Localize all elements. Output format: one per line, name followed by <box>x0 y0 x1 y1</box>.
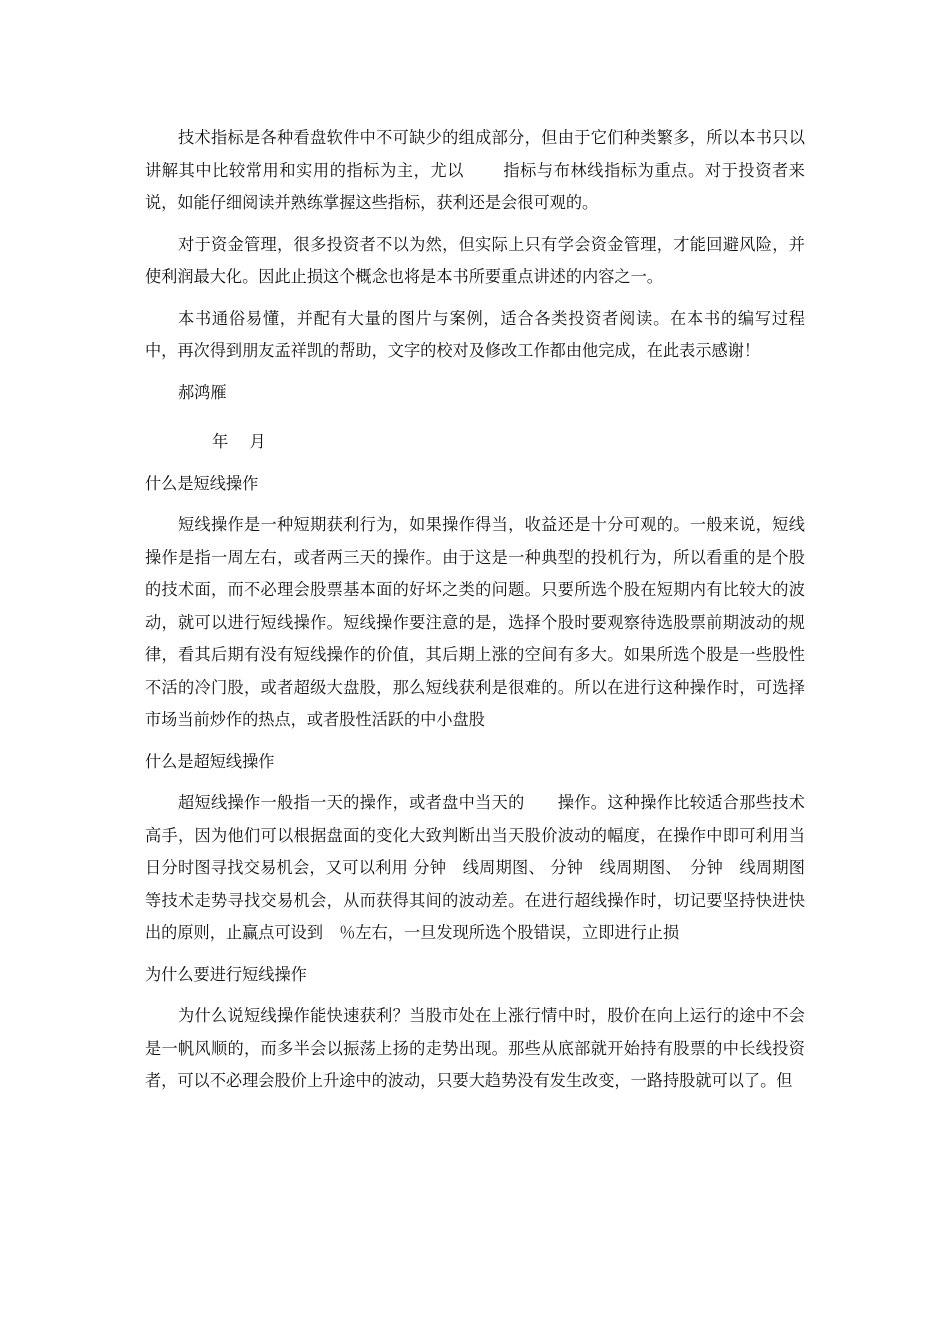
preface-paragraph-3-text: 本书通俗易懂，并配有大量的图片与案例，适合各类投资者阅读。在本书的编写过程中，再次得到朋友孟祥凯的帮助，文字的校对及修改工作都由他完成，在此表示感谢！ <box>145 308 805 360</box>
section-heading-short-term: 什么是短线操作 <box>145 473 259 493</box>
section-body-ultra-short-term <box>145 787 805 950</box>
preface-paragraph-3 <box>145 303 805 368</box>
section-body-short-term-text: 短线操作是一种短期获利行为，如果操作得当，收益还是十分可观的。一般来说，短线操作是指一周左右，或者两三天的操作。由于这是一种典型的投机行为，所以看重的是个股的技术面，而不必理会股票基本面的好坏之类的问题。只要所选个股在短期内有比较大的波动，就可以进行短线操作。短线操作要注意的是，选择个股时要观察待选股票前期波动的规律，看其后期有没有短线操作的价值，其后期上涨的空间有多大。如果所选个股是一些股性不活的冷门股，或者超级大盘股，那么短线获利是很难的。所以在进行这种操作时，可选择市场当前炒作的热点，或者股性活跃的中小盘股 <box>145 515 805 729</box>
section-heading-ultra-short-term: 什么是超短线操作 <box>145 751 275 771</box>
preface-paragraph-1 <box>145 122 805 220</box>
preface-paragraph-1-text: 技术指标是各种看盘软件中不可缺少的组成部分，但由于它们种类繁多，所以本书只以讲解其中比较常用和实用的指标为主，尤以 指标与布林线指标为重点。对于投资者来说，如能仔细阅读并熟练掌握这些指标，获利还是会很可观的。 <box>145 128 805 212</box>
document-page <box>145 122 805 1107</box>
section-heading-why-short-term: 为什么要进行短线操作 <box>145 964 307 984</box>
section-body-short-term <box>145 509 805 737</box>
author-signature: 郝鸿雁 <box>178 382 227 402</box>
section-body-why-short-term-text: 为什么说短线操作能快速获利？当股市处在上涨行情中时，股价在向上运行的途中不会是一帆风顺的，而多半会以振荡上扬的走势出现。那些从底部就开始持有股票的中长线投资者，可以不必理会股价上升途中的波动，只要大趋势没有发生改变，一路持股就可以了。但 <box>145 1006 805 1090</box>
preface-paragraph-2 <box>145 229 805 294</box>
section-body-why-short-term <box>145 1000 805 1098</box>
section-body-ultra-short-term-text: 超短线操作一般指一天的操作，或者盘中当天的 操作。这种操作比较适合那些技术高手，因为他们可以根据盘面的变化大致判断出当天股价波动的幅度，在操作中即可利用当日分时图寻找交易机会，又可以利用 分钟 线周期图、 分钟 线周期图、 分钟 线周期图等技术走势寻找交易机会，从而获得其间的波动差。在进行超线操作时，切记要坚持快进快出的原则，止赢点可设到 ％左右，一旦发现所选个股错误，立即进行止损 <box>145 793 805 942</box>
preface-paragraph-2-text: 对于资金管理，很多投资者不以为然，但实际上只有学会资金管理，才能回避风险，并使利润最大化。因此止损这个概念也将是本书所要重点讲述的内容之一。 <box>145 234 805 286</box>
preface-date: 年 月 <box>212 432 266 451</box>
